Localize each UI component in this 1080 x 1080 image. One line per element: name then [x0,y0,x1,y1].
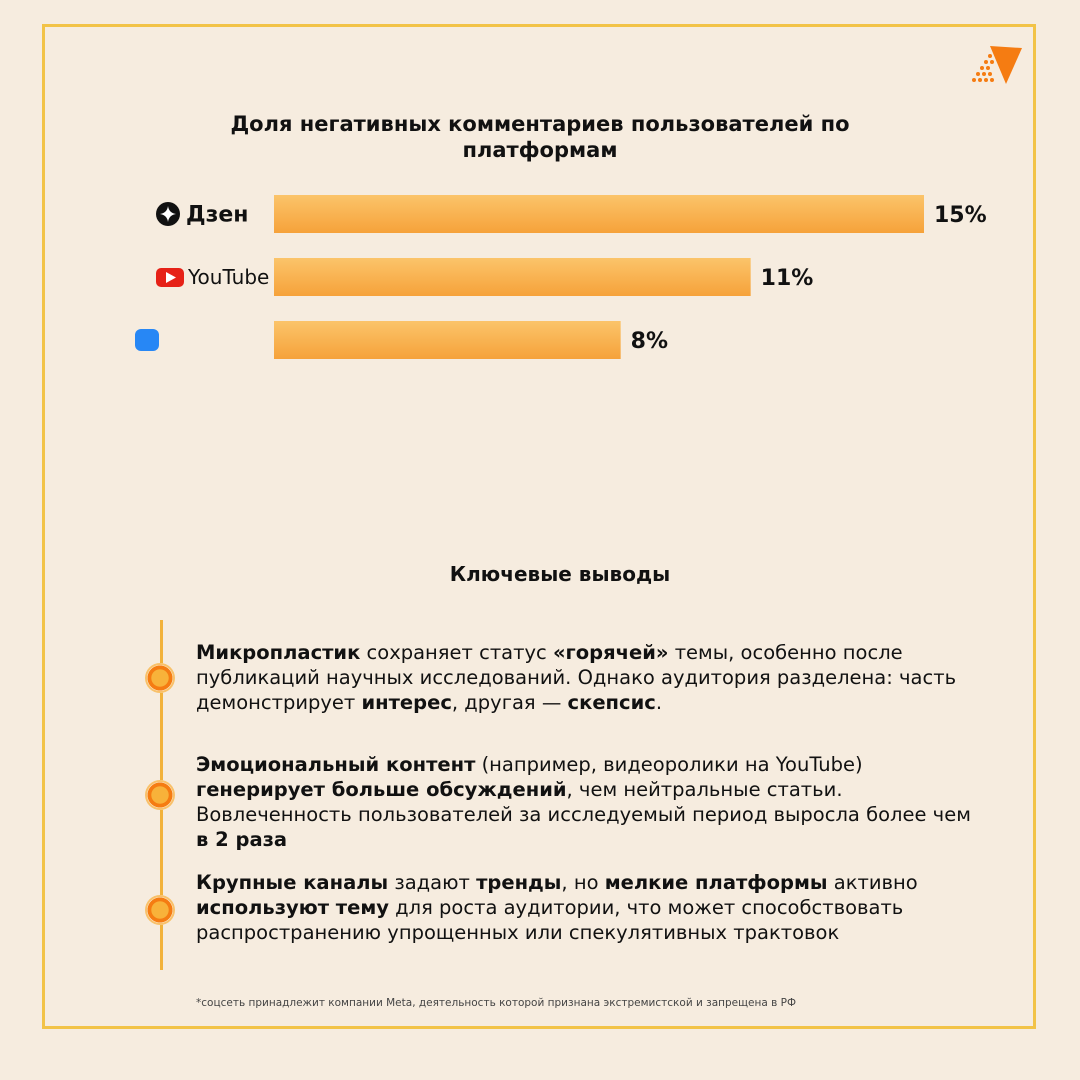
bar-value-label: 8% [630,329,669,354]
takeaway-emphasis: Эмоциональный контент [196,753,476,776]
bar [274,195,924,233]
takeaway-item [196,640,986,715]
takeaway-text: . [655,691,663,714]
chart-title: Доля негативных комментариев пользователей по платформам [230,112,850,162]
takeaway-text: для роста аудитории, что может способствовать распространению упрощенных или спекулятивных трактовок [196,896,904,944]
timeline-dot [145,663,175,693]
takeaway-item [196,870,986,945]
takeaway-emphasis: Крупные каналы [196,871,389,894]
takeaway-emphasis: «горячей» [552,641,669,664]
takeaway-item [196,752,986,852]
timeline-dot [145,895,175,925]
category-label: Дзен [186,202,249,228]
takeaway-text: , но [561,871,605,894]
footnote: *соцсеть принадлежит компании Meta, деятельность которой признана экстремистской и запрещена в РФ [196,997,797,1009]
takeaway-emphasis: мелкие платформы [604,871,828,894]
takeaways-title: Ключевые выводы [449,562,671,586]
bar-value-label: 15% [934,203,987,228]
takeaway-text: темы, особенно после публикаций научных исследований. Однако аудитория разделена: часть демонстрирует [196,641,957,714]
bar-value-label: 11% [760,266,814,291]
takeaway-text: , чем нейтральные статьи. Вовлеченность пользователей за исследуемый период выросла более чем [196,778,971,826]
takeaway-text: сохраняет статус [360,641,553,664]
takeaway-emphasis: Микропластик [196,641,361,664]
youtube-icon [156,268,184,287]
takeaway-text: задают [388,871,477,894]
bar [274,258,751,296]
category-label: YouTube [188,265,270,289]
takeaway-emphasis: в 2 раза [196,828,288,851]
takeaway-emphasis: скепсис [567,691,656,714]
dzen-icon [156,202,180,226]
takeaway-emphasis: генерирует больше обсуждений [196,778,567,801]
takeaway-emphasis: используют тему [196,896,389,919]
takeaway-emphasis: интерес [361,691,452,714]
takeaway-text: (например, видеоролики на YouTube) [475,753,863,776]
timeline-dot [145,780,175,810]
takeaway-text: активно [827,871,918,894]
vk-icon [135,329,159,351]
takeaway-emphasis: тренды [476,871,562,894]
bar [274,321,621,359]
takeaway-text: , другая — [451,691,568,714]
